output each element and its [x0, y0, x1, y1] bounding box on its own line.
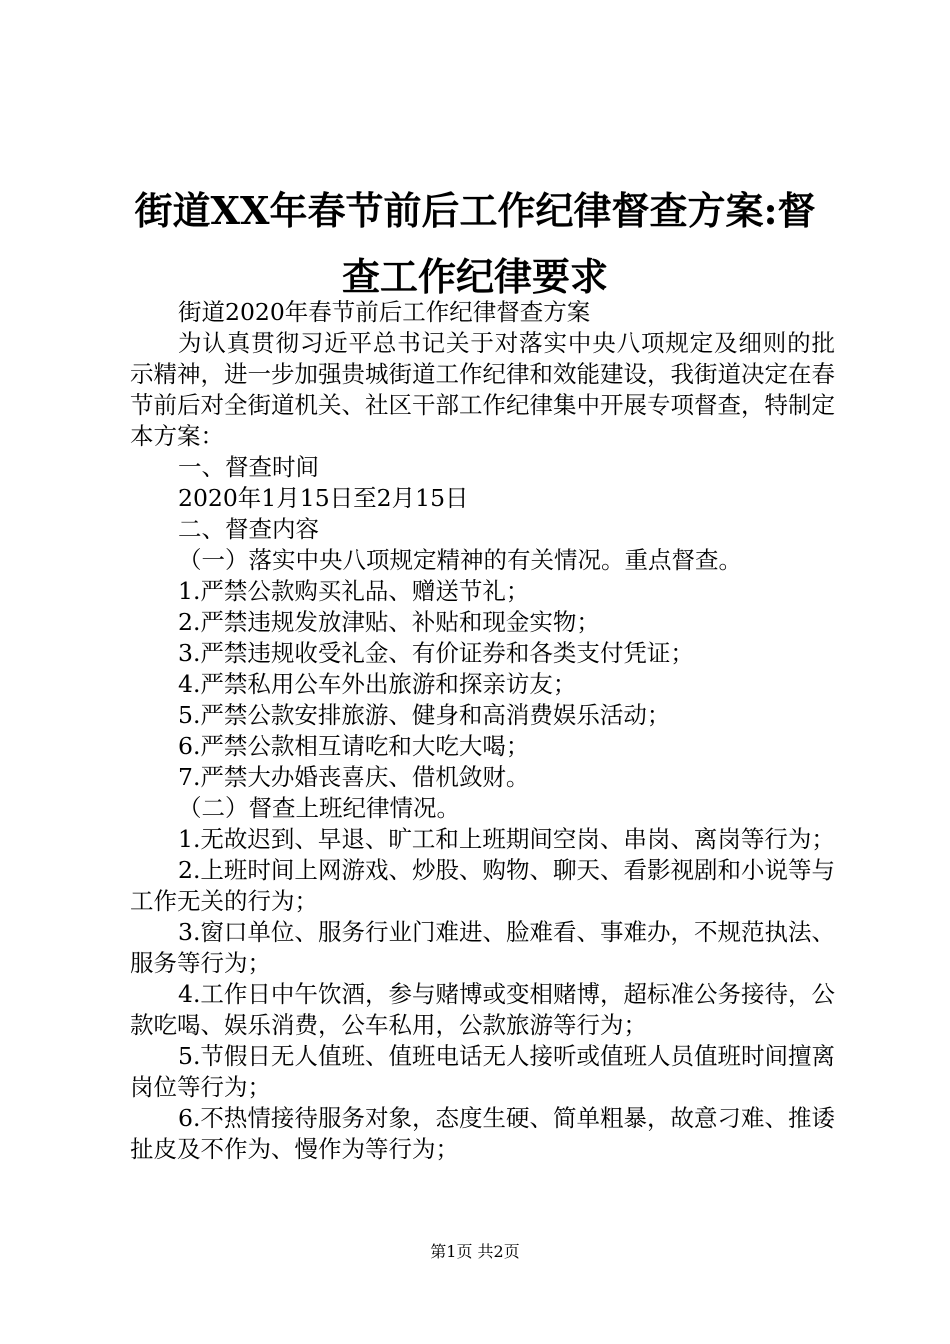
- subtitle-paragraph: 街道2020年春节前后工作纪律督查方案: [178, 298, 591, 326]
- list-item: 3.严禁违规收受礼金、有价证券和各类支付凭证；: [178, 639, 694, 667]
- document-title: 街道XX年春节前后工作纪律督查方案:督查工作纪律要求: [134, 188, 816, 299]
- list-item: 6.严禁公款相互请吃和大吃大喝；: [178, 732, 530, 760]
- time-range-paragraph: 2020年1月15日至2月15日: [178, 484, 469, 512]
- list-item: 5.严禁公款安排旅游、健身和高消费娱乐活动；: [178, 701, 671, 729]
- list-item: 6.不热情接待服务对象，态度生硬、简单粗暴，故意刁难、推诿扯皮及不作为、慢作为等行为；: [130, 1104, 835, 1163]
- list-item: 7.严禁大办婚丧喜庆、借机敛财。: [178, 763, 530, 791]
- list-item: 1.严禁公款购买礼品、赠送节礼；: [178, 577, 530, 605]
- list-item: 2.严禁违规发放津贴、补贴和现金实物；: [178, 608, 600, 636]
- page-footer: 第1页 共2页: [430, 1242, 520, 1261]
- section-heading-content: 二、督查内容: [178, 515, 319, 543]
- list-item: 2.上班时间上网游戏、炒股、购物、聊天、看影视剧和小说等与工作无关的行为；: [130, 856, 835, 915]
- list-item: 4.严禁私用公车外出旅游和探亲访友；: [178, 670, 577, 698]
- subsection-heading-2: （二）督查上班纪律情况。: [178, 794, 460, 822]
- intro-paragraph: 为认真贯彻习近平总书记关于对落实中央八项规定及细则的批示精神，进一步加强贵城街道工作纪律和效能建设，我街道决定在春节前后对全街道机关、社区干部工作纪律集中开展专项督查，特制定本方案：: [130, 329, 835, 450]
- list-item: 4.工作日中午饮酒，参与赌博或变相赌博，超标准公务接待，公款吃喝、娱乐消费，公车私用，公款旅游等行为；: [130, 980, 835, 1039]
- list-item: 5.节假日无人值班、值班电话无人接听或值班人员值班时间擅离岗位等行为；: [130, 1042, 835, 1101]
- subsection-heading-1: （一）落实中央八项规定精神的有关情况。重点督查。: [178, 546, 742, 574]
- document-body: [130, 297, 835, 1165]
- list-item: 3.窗口单位、服务行业门难进、脸难看、事难办，不规范执法、服务等行为；: [130, 918, 835, 977]
- section-heading-time: 一、督查时间: [178, 453, 319, 481]
- list-item: 1.无故迟到、早退、旷工和上班期间空岗、串岗、离岗等行为；: [178, 825, 835, 853]
